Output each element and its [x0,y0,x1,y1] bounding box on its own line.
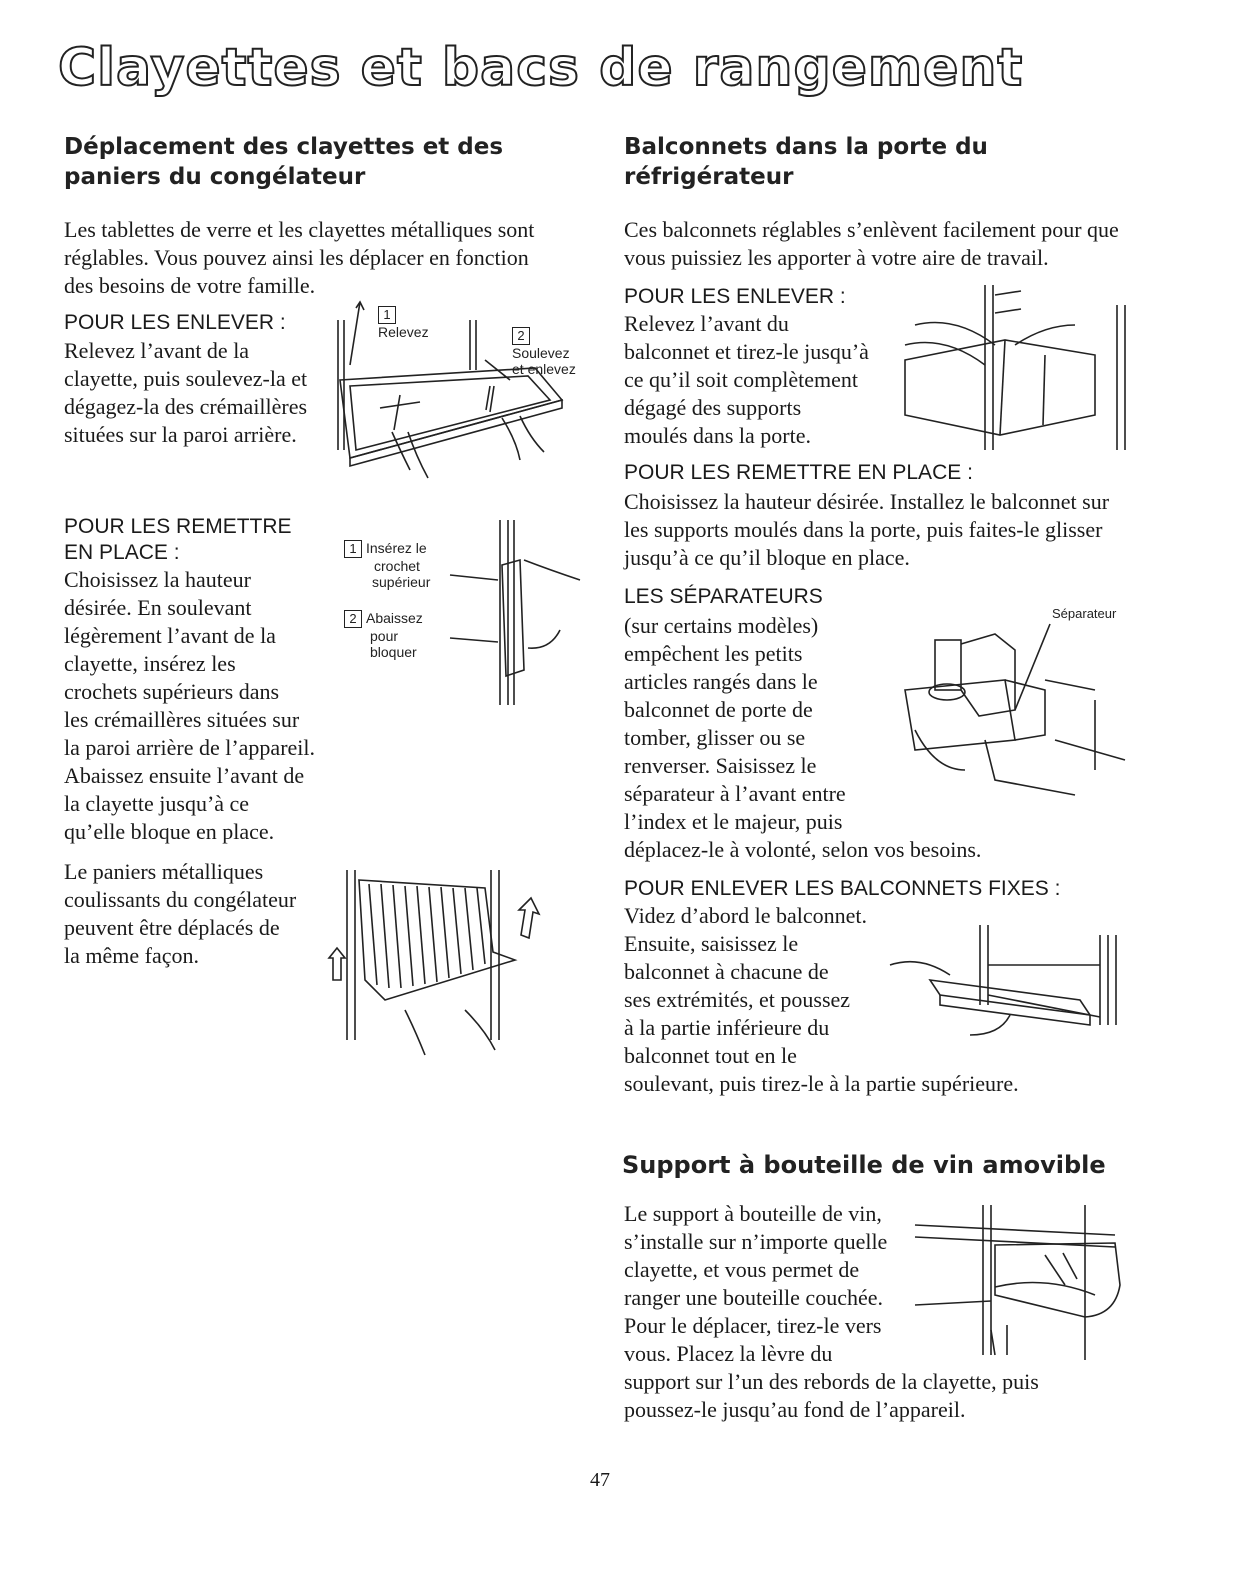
text-line: réglables. Vous pouvez ainsi les déplacer en fonction [64,245,529,270]
wine-rack-illustration [915,1205,1135,1365]
text-line: à la partie inférieure du [624,1015,830,1040]
text-line: dégagé des supports [624,395,802,420]
text-line: l’index et le majeur, puis [624,809,843,834]
step-label: pour [370,628,399,644]
step-number: 2 [344,610,362,628]
text-line: vous puissiez les apporter à votre aire de travail. [624,245,1049,270]
text-line: déplacez-le à volonté, selon vos besoins. [624,837,982,862]
text-line: légèrement l’avant de la [64,623,276,648]
step-label: Insérez le [366,540,427,556]
text-line: Le paniers métalliques [64,859,264,884]
bins-replace-text [624,488,1109,572]
text-line: Abaissez ensuite l’avant de [64,763,305,788]
fixed-bins-caption: POUR ENLEVER LES BALCONNETS FIXES : [624,877,1061,900]
fig2-step1 [344,540,430,590]
section-heading-shelves [64,132,503,192]
fig1-step1 [378,306,429,340]
heading-line: Déplacement des clayettes et des [64,134,504,160]
text-line: Le support à bouteille de vin, [624,1201,882,1226]
shelves-intro [64,216,534,300]
door-bins-intro [624,216,1119,272]
text-line: Les tablettes de verre et les clayettes métalliques sont [64,217,535,242]
text-line: crochets supérieurs dans [64,679,280,704]
bins-replace-caption: POUR LES REMETTRE EN PLACE : [624,461,973,484]
replace-caption [64,514,292,566]
page-title: Clayettes et bacs de rangement [58,38,1024,98]
text-line: Choisissez la hauteur désirée. Installez le balconnet sur [624,489,1110,514]
text-line: poussez-le jusqu’au fond de l’appareil. [624,1397,966,1422]
heading-line: réfrigérateur [624,164,794,190]
shelf-hook-illustration [440,520,590,710]
text-line: clayette, et vous permet de [624,1257,860,1282]
heading-line: Balconnets dans la porte du [624,134,988,160]
text-line: situées sur la paroi arrière. [64,422,297,447]
caption-line: EN PLACE : [64,541,180,564]
remove-caption: POUR LES ENLEVER : [64,311,286,334]
bins-remove-text [624,310,869,450]
text-line: ce qu’il soit complètement [624,367,858,392]
text-line: Ensuite, saisissez le [624,931,799,956]
text-line: Ces balconnets réglables s’enlèvent facilement pour que [624,217,1119,242]
step-label: Abaissez [366,610,423,626]
step-label: bloquer [370,644,417,660]
fixed-bin-illustration [880,925,1140,1055]
step-number: 1 [344,540,362,558]
text-line: qu’elle bloque en place. [64,819,275,844]
text-line: les supports moulés dans la porte, puis faites-le glisser [624,517,1103,542]
text-line: tomber, glisser ou se [624,725,806,750]
text-line: désirée. En soulevant [64,595,252,620]
step-label: et enlevez [512,361,576,377]
text-line: balconnet à chacune de [624,959,829,984]
fig1-step2 [512,327,576,377]
text-line: clayette, puis soulevez-la et [64,366,308,391]
text-line: balconnet et tirez-le jusqu’à [624,339,869,364]
page-number: 47 [590,1469,610,1491]
separator-illustration [895,620,1135,810]
text-line: coulissants du congélateur [64,887,297,912]
text-line: moulés dans la porte. [624,423,811,448]
step-label: supérieur [372,574,431,590]
step-number: 1 [378,306,396,324]
text-line: Pour le déplacer, tirez-le vers [624,1313,882,1338]
wine-heading: Support à bouteille de vin amovible [622,1151,1106,1179]
separator-label: Séparateur [1052,606,1117,621]
text-line: balconnet tout en le [624,1043,797,1068]
text-line: jusqu’à ce qu’il bloque en place. [624,545,910,570]
remove-text [64,337,307,449]
step-label: Relevez [378,324,429,340]
text-line: ses extrémités, et poussez [624,987,851,1012]
bins-remove-caption: POUR LES ENLEVER : [624,285,846,308]
text-line: empêchent les petits [624,641,803,666]
text-line: ranger une bouteille couchée. [624,1285,883,1310]
heading-line: paniers du congélateur [64,164,366,190]
step-label: Soulevez [512,345,570,361]
separators-caption: LES SÉPARATEURS [624,585,823,608]
text-line: vous. Placez la lèvre du [624,1341,833,1366]
section-heading-door-bins [624,132,988,192]
text-line: balconnet de porte de [624,697,813,722]
text-line: peuvent être déplacés de [64,915,280,940]
text-line: articles rangés dans le [624,669,818,694]
text-line: (sur certains modèles) [624,613,819,638]
text-line: soulevant, puis tirez-le à la partie supérieure. [624,1071,1019,1096]
text-line: Relevez l’avant de la [64,338,250,363]
text-line: la même façon. [64,943,199,968]
fig2-step2 [344,610,423,660]
text-line: séparateur à l’avant entre [624,781,846,806]
text-line: la paroi arrière de l’appareil. [64,735,316,760]
text-line: les crémaillères situées sur [64,707,300,732]
text-line: Choisissez la hauteur [64,567,251,592]
text-line: Relevez l’avant du [624,311,789,336]
step-label: crochet [374,558,420,574]
text-line: Videz d’abord le balconnet. [624,903,868,928]
freezer-basket-illustration [325,860,585,1060]
text-line: renverser. Saisissez le [624,753,817,778]
text-line: des besoins de votre famille. [64,273,316,298]
caption-line: POUR LES REMETTRE [64,515,292,538]
replace-text [64,566,315,846]
baskets-text [64,858,296,970]
text-line: s’installe sur n’importe quelle [624,1229,888,1254]
text-line: la clayette jusqu’à ce [64,791,250,816]
text-line: clayette, insérez les [64,651,236,676]
text-line: dégagez-la des crémaillères [64,394,308,419]
door-bin-illustration [895,285,1135,455]
text-line: support sur l’un des rebords de la clayette, puis [624,1369,1039,1394]
step-number: 2 [512,327,530,345]
